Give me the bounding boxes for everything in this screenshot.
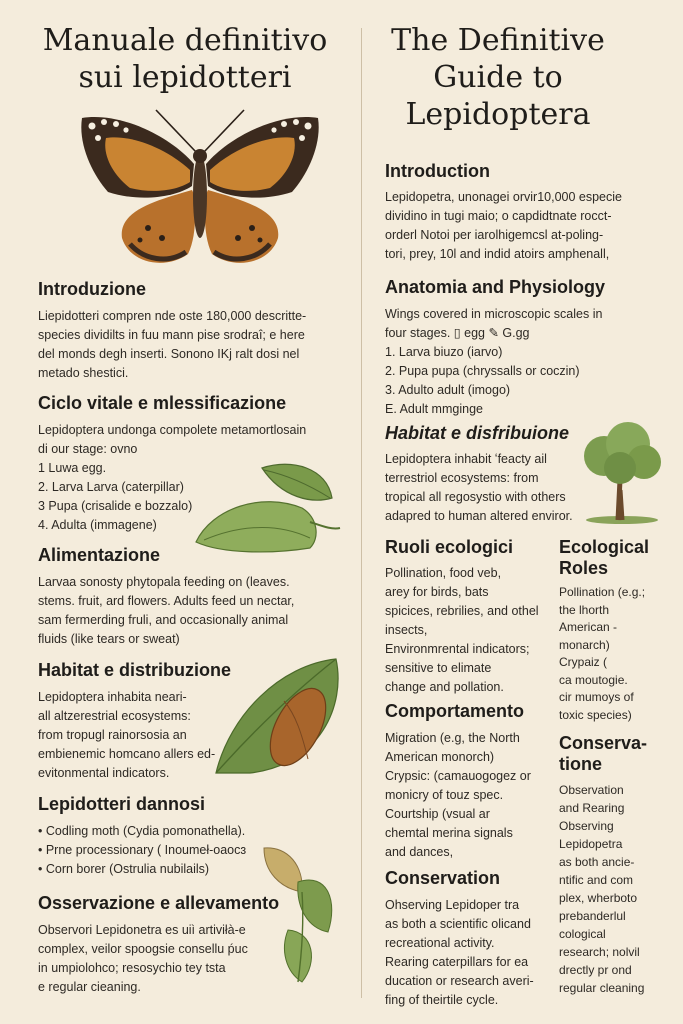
text-ruoli-ecologici	[385, 564, 539, 697]
text-line: stems. fruit, ard flowers. Adults feed un nectar,	[38, 594, 295, 608]
text-line: chemtal merina signals	[385, 826, 513, 840]
text-lepidotteri-dannosi	[38, 822, 246, 879]
text-line: Crypaiz (	[559, 655, 608, 669]
heading-lepidotteri-dannosi: Lepidotteri dannosi	[38, 794, 206, 814]
heading-ecological-roles	[559, 537, 649, 579]
text-line: e regular cieaning.	[38, 980, 141, 994]
text-habitat-disfribuione	[385, 450, 573, 526]
text-line: complex, veilor spoogsie consellu ṕuc	[38, 942, 248, 956]
heading-anatomia: Anatomia and Physiology	[385, 277, 606, 297]
text-line: prebanderlul	[559, 909, 626, 923]
text-line: and dances,	[385, 845, 454, 859]
heading-habitat-distribuzione: Habitat e distribuzione	[38, 660, 232, 680]
text-line: Pollination, food veb,	[385, 566, 502, 580]
heading-comportamento: Comportamento	[385, 701, 524, 721]
text-line: di our stage: ovno	[38, 442, 138, 456]
text-line: Pollination (e.g.;	[559, 585, 646, 599]
text-conservatione	[559, 781, 644, 997]
text-line: Crypsic: (camauogogez or	[385, 769, 531, 783]
text-line: 3 Pupa (crisalide e bozzalo)	[38, 499, 193, 513]
text-line: toxic species)	[559, 707, 632, 722]
right-title-line-3: Lepidoptera	[405, 97, 591, 132]
text-line: ntific and com	[559, 873, 634, 887]
text-line: embienemic homcano allers ed-	[38, 747, 216, 761]
text-line: tropical all regosystio with others	[385, 490, 566, 504]
text-line: Courtship (vsual ar	[385, 807, 490, 821]
text-line: Observori Lepidonetra es uiì artiviłà-e	[38, 923, 246, 937]
heading-line: Conserva-	[559, 733, 648, 753]
right-title	[372, 22, 624, 133]
text-ecological-roles	[559, 584, 645, 724]
text-line: Lepidoptera inhabita neari-	[38, 690, 187, 704]
text-line: drectly pr ond	[559, 963, 632, 977]
list-item: • Prne processionary ( Inoumeł-oaocɜ	[38, 843, 247, 857]
heading-conservation: Conservation	[385, 868, 501, 888]
text-line: in umpiolohco; resosychio tey tsta	[38, 961, 226, 975]
left-title-line-1: Manuale definitivo	[42, 23, 328, 58]
text-line: Wings covered in microscopic scales in	[385, 307, 603, 321]
text-line: 3. Adulto adult (imogo)	[385, 383, 511, 397]
text-line: American monorch)	[385, 750, 495, 764]
text-line: monarch)	[559, 637, 610, 652]
text-line: Observation	[559, 783, 624, 797]
heading-conservatione	[559, 733, 647, 775]
text-line: from tropugl rainorsosia an	[38, 728, 187, 742]
text-line: fluids (like tears or sweat)	[38, 632, 180, 646]
text-alimentazione	[38, 573, 294, 649]
text-line: Migration (e.g, the North	[385, 731, 520, 745]
text-line: evitonmental indicators.	[38, 766, 170, 780]
butterfly-illustration	[78, 104, 322, 274]
text-line: spicices, rebrilies, and othel	[385, 604, 539, 618]
text-line: 2. Pupa pupa (chryssalls or coczin)	[385, 364, 580, 378]
heading-line: Ecological	[559, 537, 650, 557]
text-line: regular cleaning	[559, 981, 645, 995]
text-line: Lepidoptera undonga compolete metamortlosain	[38, 423, 307, 437]
text-line: research; nolvil	[559, 945, 640, 959]
text-line: cological	[559, 927, 606, 941]
text-line: species dividilts in fuu mann pise srodraî; e here	[38, 328, 305, 342]
caterpillar-leaf-illustration	[192, 458, 342, 558]
heading-ruoli-ecologici: Ruoli ecologici	[385, 537, 514, 557]
text-habitat-distribuzione	[38, 688, 215, 783]
text-line: Liepidotteri compren nde oste 180,000 descritte-	[38, 309, 307, 323]
heading-line: Roles	[559, 558, 609, 578]
text-line: as both a scientific olicand	[385, 917, 531, 931]
text-line: ducation or research averi-	[385, 974, 534, 988]
text-line: 1 Luwa egg.	[38, 461, 107, 475]
text-line: terrestriol ecosystems: from	[385, 471, 539, 485]
text-line: American -	[559, 620, 618, 634]
heading-introduction: Introduction	[385, 161, 490, 181]
list-item: • Corn borer (Ostrulia nubilails)	[38, 862, 210, 876]
right-title-line-1: The Definitive	[391, 23, 605, 58]
left-title-line-2: sui lepidotteri	[78, 60, 292, 95]
text-line: 2. Larva Larva (caterpillar)	[38, 480, 184, 494]
text-line: 1. Larva biuzo (iarvo)	[385, 345, 503, 359]
text-line: plex, wherboto	[559, 891, 638, 905]
heading-osservazione-allevamento: Osservazione e allevamento	[38, 893, 280, 913]
text-line: Lepidoptera inhabit ʻfeacty ail	[385, 452, 547, 466]
column-divider	[361, 28, 362, 998]
text-line: sensitive to elimate	[385, 661, 492, 675]
text-line: orderl Notoi per iarolhigemcsl at-poling-	[385, 228, 604, 242]
text-line: metado shestici.	[38, 366, 129, 380]
heading-alimentazione: Alimentazione	[38, 545, 161, 565]
text-line: arey for birds, bats	[385, 585, 489, 599]
heading-ciclo-vitale: Ciclo vitale e mlessificazione	[38, 393, 287, 413]
tree-illustration	[578, 420, 664, 524]
text-line: dividino in tugi maio; o capdidtnate rocct-	[385, 209, 612, 223]
heading-habitat-disfribuione: Habitat e disfribuione	[385, 423, 570, 443]
left-title	[12, 22, 358, 96]
text-line: 4. Adulta (immagene)	[38, 518, 157, 532]
text-line: adapred to human altered enviror.	[385, 509, 573, 523]
text-osservazione-allevamento	[38, 921, 248, 997]
text-line: Larvaa sonosty phytopala feeding on (leaves.	[38, 575, 290, 589]
text-line: the lhorth	[559, 602, 610, 617]
list-item: • Codling moth (Cydia pomonathella).	[38, 824, 246, 838]
text-line: as both ancie-	[559, 855, 635, 869]
heading-line: tione	[559, 754, 602, 774]
text-line: fing of theirtile cycle.	[385, 993, 499, 1007]
text-line: all altzerestrial ecosystems:	[38, 709, 191, 723]
text-line: Lepidopetra	[559, 837, 623, 851]
text-line: Lepidopetra, unonagei orvir10,000 especie	[385, 190, 622, 204]
text-line: sam fermerding fruli, and occasionally animal	[38, 613, 289, 627]
text-introduzione	[38, 307, 306, 383]
text-line: monicry of touz spec.	[385, 788, 504, 802]
text-line: change and pollation.	[385, 680, 504, 694]
leaf-cocoon-illustration	[210, 655, 350, 781]
text-line: Rearing caterpillars for ea	[385, 955, 529, 969]
text-line: tori, prey, 10l and indid atoirs amphenall,	[385, 247, 610, 261]
text-conservation	[385, 896, 534, 1010]
text-line: recreational activity.	[385, 936, 495, 950]
text-anatomia	[385, 305, 602, 419]
text-line: ca moutogie.	[559, 672, 628, 687]
text-line: insects,	[385, 623, 428, 637]
right-title-line-2: Guide to	[433, 60, 563, 95]
text-line: E. Adult mmginge	[385, 402, 483, 416]
text-line: cir mumoys of	[559, 690, 634, 704]
text-comportamento	[385, 729, 531, 862]
text-line: and Rearing	[559, 801, 625, 815]
text-introduction	[385, 188, 622, 264]
text-line: Ohserving Lepidoper tra	[385, 898, 520, 912]
heading-introduzione: Introduzione	[38, 279, 146, 299]
text-line: del monds degh inserti. Sonono IKj ralt dosi nel	[38, 347, 300, 361]
text-line: Environmrental indicators;	[385, 642, 530, 656]
text-line: Observing	[559, 819, 614, 833]
text-line: four stages. ▯ egg ✎ G.gg	[385, 326, 530, 340]
